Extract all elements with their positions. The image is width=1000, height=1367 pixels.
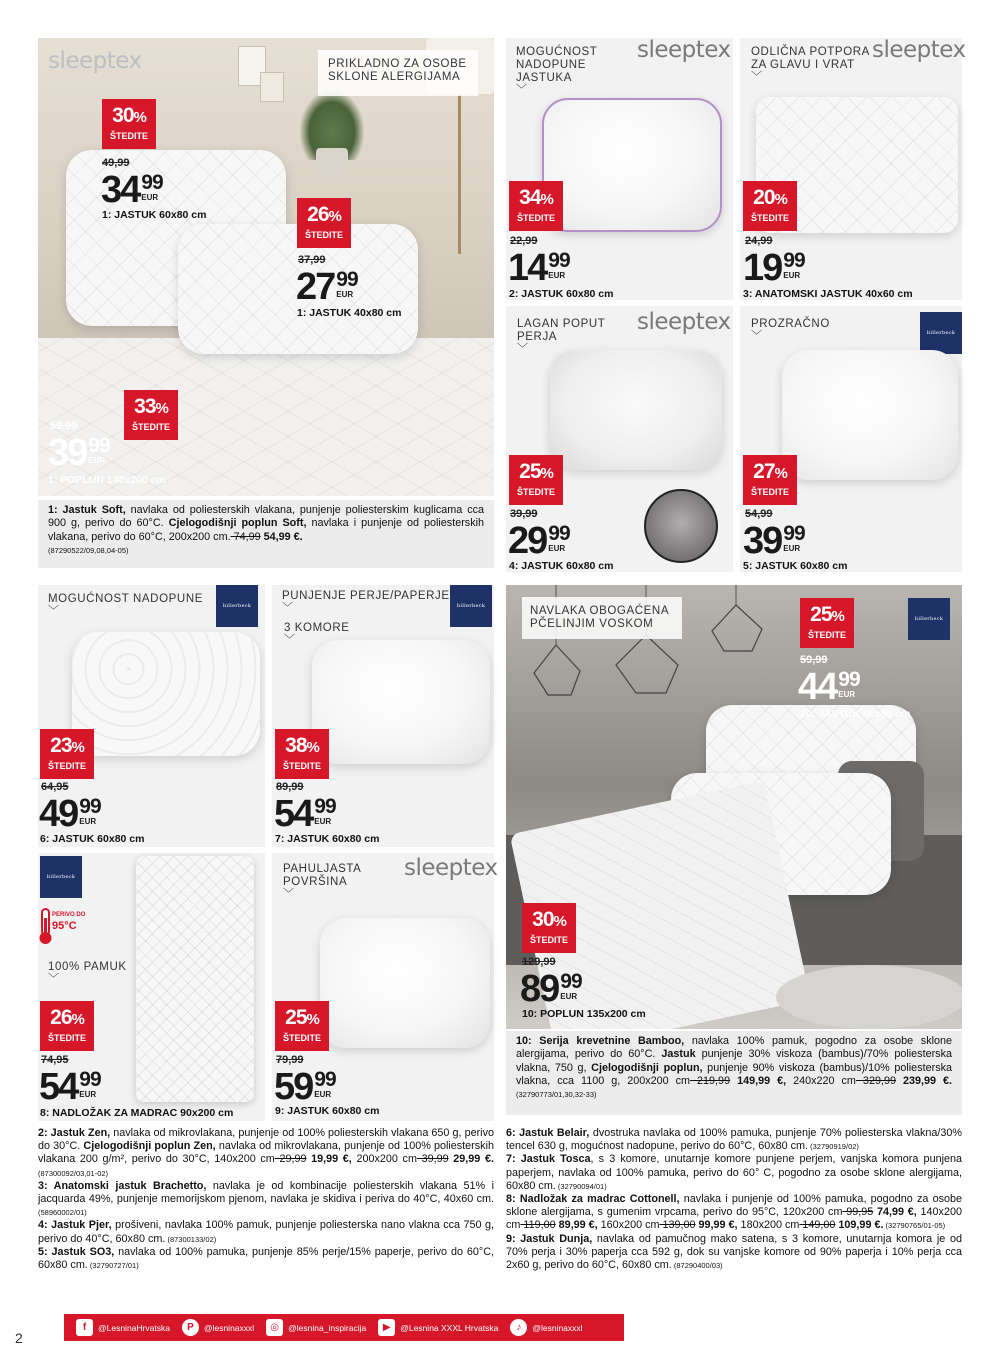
discount-badge: 20% ŠTEDITE <box>743 181 797 231</box>
product-label: 1: JASTUK 40x80 cm <box>297 307 402 319</box>
price: 89 99 EUR <box>520 968 582 1010</box>
thermo-label: PERIVO DO <box>52 912 86 918</box>
description-product-1: 1: Jastuk Soft, navlaka od poliesterskih vlakana, punjenje poliesterskim kuglicama cca 900 g, perivo do 60°C. Cjelogodišnji poplun Soft, navlaka i punjenje od poliesterskih vlakana, perivo do 60°C, 200x200 cm. 74,99 54,99 €. (87290522/09,08,04-05) <box>38 500 494 568</box>
fabric-sample <box>644 489 718 563</box>
chevron-down-icon: ﹀ <box>517 343 529 355</box>
discount-badge: 34% ŠTEDITE <box>509 181 563 231</box>
mattress-topper <box>136 856 254 1102</box>
pinterest-icon: P <box>182 1319 199 1336</box>
price: 59 99 EUR <box>274 1066 336 1108</box>
price: 54 99 EUR <box>39 1066 101 1108</box>
page-number: 2 <box>15 1330 23 1346</box>
sleeptex-logo: sleeptex <box>48 48 142 74</box>
chevron-down-icon: ﹀ <box>283 888 295 900</box>
price: 44 99 EUR <box>798 666 860 708</box>
billerbeck-logo: billerbeck <box>450 585 492 627</box>
price: 19 99 EUR <box>743 247 805 289</box>
description-product-5: 5: Jastuk SO3, navlaka od 100% pamuka, punjenje 85% perje/15% paperje, perivo do 60°C, 60x80 cm. (32790727/01) <box>38 1245 494 1272</box>
chevron-down-icon: ﹀ <box>284 634 296 646</box>
discount-badge: 30% ŠTEDITE <box>522 903 576 953</box>
feature-feather-fill: PUNJENJE PERJE/PAPERJE ﹀ <box>282 590 452 613</box>
old-price: 74,95 <box>41 1054 69 1066</box>
pillow-belair <box>72 632 260 756</box>
billerbeck-logo: billerbeck <box>40 856 82 898</box>
discount-badge: 25% ŠTEDITE <box>275 1001 329 1051</box>
descriptions-right <box>506 1127 962 1272</box>
price: 29 99 EUR <box>508 520 570 562</box>
social-facebook[interactable]: f @LesninaHrvatska <box>76 1319 170 1336</box>
product-label: 8: NADLOŽAK ZA MADRAC 90x200 cm <box>40 1107 234 1119</box>
old-price: 37,99 <box>298 254 326 266</box>
discount-badge: 23% ŠTEDITE <box>40 729 94 779</box>
product-label: 5: JASTUK 60x80 cm <box>743 560 848 572</box>
sleeptex-logo: sleeptex <box>404 855 498 881</box>
sleeptex-logo: sleeptex <box>637 37 731 63</box>
product-label: 9: JASTUK 60x80 cm <box>275 1105 380 1117</box>
sleeptex-logo: sleeptex <box>637 309 731 335</box>
product-label: 10: JASTUK 60x80 cm <box>800 708 911 720</box>
chevron-down-icon: ﹀ <box>751 330 763 342</box>
old-price: 129,99 <box>522 956 556 968</box>
product-label: 2: JASTUK 60x80 cm <box>509 288 614 300</box>
description-product-10: 10: Serija krevetnine Bamboo, navlaka 100% pamuk, pogodno za osobe sklone alergijama, perivo do 60°C. Jastuk punjenje 30% viskoza (bambus)/70% poliesterska vlakna, 750 g, Cjelogodišnji poplun, punjenje 90% viskoza (bambus)/10% poliesterska vlakna, cca 1100 g, 200x200 cm 219,99 149,99 €, 240x220 cm 329,99 239,99 €. (32790773/01,30,32-33) <box>506 1031 962 1115</box>
pillow-tosca <box>312 640 490 764</box>
product-label: 4: JASTUK 60x80 cm <box>509 560 614 572</box>
billerbeck-logo: billerbeck <box>908 598 950 640</box>
price: 14 99 EUR <box>508 247 570 289</box>
product-label: 10: POPLUN 135x200 cm <box>522 1008 646 1020</box>
feature-refill: MOGUĆNOST NADOPUNE ﹀ <box>48 593 208 616</box>
product-label: 6: JASTUK 60x80 cm <box>40 833 145 845</box>
description-product-6: 6: Jastuk Belair, dvostruka navlaka od 100% pamuka, punjenje 70% poliesterska vlakna/30% tencel 630 g, mogućnost nadopune, perivo do 60°C, 60x80 cm. (32790919/02) <box>506 1127 962 1153</box>
product-label: 1: POPLUN 140x200 cm <box>48 474 166 486</box>
instagram-icon: ◎ <box>266 1319 283 1336</box>
old-price: 79,99 <box>276 1054 304 1066</box>
feature-refill-pillow: MOGUĆNOST NADOPUNE JASTUKA ﹀ <box>516 46 616 95</box>
chevron-down-icon: ﹀ <box>48 973 60 985</box>
discount-badge: 33% ŠTEDITE <box>124 390 178 440</box>
social-youtube[interactable]: ▶ @Lesnina XXXL Hrvatska <box>378 1319 498 1336</box>
price: 49 99 EUR <box>39 793 101 835</box>
description-product-7: 7: Jastuk Tosca, s 3 komore, unutarnje komore punjene perjem, vanjska komora punjena paperjem, navlaka od 100% pamuka, perivo do 60° C, pogodno za osobe sklone alergijama, 60x80 cm. (32790094/01) <box>506 1153 962 1192</box>
discount-badge: 27% ŠTEDITE <box>743 455 797 505</box>
discount-badge: 25% ŠTEDITE <box>509 455 563 505</box>
description-product-2: 2: Jastuk Zen, navlaka od mikrovlakana, punjenje od 100% poliesterskih vlakana 650 g, perivo do 30°C. Cjelogodišnji poplun Zen, navlaka od mikrovlakana, punjenje od 100% poliesterskih vlakana 200 g/m², perivo do 30°C, 140x200 cm 29,99 19,99 €, 200x200 cm 39,99 29,99 €. (87300092/03,01-02) <box>38 1127 494 1178</box>
discount-badge: 25% ŠTEDITE <box>800 598 854 648</box>
old-price: 64,95 <box>41 781 69 793</box>
old-price: 24,99 <box>745 235 773 247</box>
product-label: 1: JASTUK 60x80 cm <box>102 209 207 221</box>
old-price: 89,99 <box>276 781 304 793</box>
discount-badge: 30% ŠTEDITE <box>102 99 156 149</box>
product-label: 7: JASTUK 60x80 cm <box>275 833 380 845</box>
price: 39 99 EUR <box>743 520 805 562</box>
pillow-so3 <box>782 350 958 480</box>
youtube-icon: ▶ <box>378 1319 395 1336</box>
hero-photo-bamboo <box>506 585 962 1029</box>
feature-head-support: ODLIČNA POTPORA ZA GLAVU I VRAT ﹀ <box>751 46 870 83</box>
feature-cotton: 100% PAMUK ﹀ <box>48 961 148 984</box>
old-price: 39,99 <box>510 508 538 520</box>
product-label: 3: ANATOMSKI JASTUK 40x60 cm <box>743 288 913 300</box>
sleeptex-logo: sleeptex <box>872 37 966 63</box>
social-instagram[interactable]: ◎ @lesnina_inspiracija <box>266 1319 366 1336</box>
price: 27 99 EUR <box>296 266 358 308</box>
social-tiktok[interactable]: ♪ @lesninaxxxl <box>510 1319 582 1336</box>
feature-chambers: 3 KOMORE ﹀ <box>284 622 374 645</box>
pillow-zen <box>542 98 722 232</box>
social-bar <box>64 1314 624 1341</box>
pillow-pjer <box>550 350 722 470</box>
old-price: 22,99 <box>510 235 538 247</box>
feature-allergy: PRIKLADNO ZA OSOBE SKLONE ALERGIJAMA <box>328 58 467 83</box>
description-product-9: 9: Jastuk Dunja, navlaka od pamučnog mako satena, s 3 komore, unutarnja komora je od 70% perja i 30% paperja cca 592 g, dok su vanjske komore od 90% paperja i 10% perja cca 2x60 g, perivo do 60°C, 60x80 cm. (87290400/03) <box>506 1232 962 1272</box>
old-price: 49,99 <box>102 157 130 169</box>
description-product-3: 3: Anatomski jastuk Brachetto, navlaka je od kombinacije poliesterskih vlakana 51% i jacquarda 49%, punjenje memorijskom pjenom, navlaka je skidiva i periva do 40°C, 40x60 cm. (58960002/01) <box>38 1179 495 1218</box>
facebook-icon: f <box>76 1319 93 1336</box>
social-pinterest[interactable]: P @lesninaxxxl <box>182 1319 254 1336</box>
feature-transparent: PROZRAČNO ﹀ <box>751 318 851 341</box>
lamp-stand <box>458 94 461 254</box>
old-price: 54,99 <box>745 508 773 520</box>
feature-fluffy: PAHULJASTA POVRŠINA ﹀ <box>283 863 383 899</box>
chevron-down-icon: ﹀ <box>282 602 294 614</box>
chevron-down-icon: ﹀ <box>48 605 60 617</box>
thermo-temp: 95°C <box>52 920 77 932</box>
old-price: 59,99 <box>50 420 78 432</box>
discount-badge: 26% ŠTEDITE <box>40 1001 94 1051</box>
feature-light-feather: LAGAN POPUT PERJA ﹀ <box>517 318 617 354</box>
discount-badge: 26% ŠTEDITE <box>297 198 351 248</box>
feature-beeswax: NAVLAKA OBOGAĆENA PČELINJIM VOSKOM <box>530 605 669 630</box>
pillow-dunja <box>320 918 490 1048</box>
description-product-4: 4: Jastuk Pjer, prošiveni, navlaka 100% pamuk, punjenje poliesterska nano vlakna cca 750 g, perivo do 40°C, 60x80 cm. (87300133/02) <box>38 1219 494 1245</box>
tiktok-icon: ♪ <box>510 1319 527 1336</box>
billerbeck-logo: billerbeck <box>920 312 962 354</box>
chevron-down-icon: ﹀ <box>516 84 528 96</box>
plant-pot <box>316 148 348 176</box>
price: 54 99 EUR <box>274 793 336 835</box>
descriptions-left <box>38 1127 494 1272</box>
discount-badge: 38% ŠTEDITE <box>275 729 329 779</box>
description-product-8: 8: Nadložak za madrac Cottonell, navlaka i punjenje od 100% pamuka, pogodno za osobe sklone alergijama, s gumenim vrpcama, perivo do 95°C, 120x200 cm 99,95 74,99 €, 140x200 cm 119,00 89,99 €, 160x200 cm 139,00 99,99 €, 180x200 cm 149,00 109,99 €. (32790765/01-05) <box>506 1193 963 1232</box>
wall-frame <box>260 72 284 102</box>
old-price: 59,99 <box>800 654 828 666</box>
rug <box>776 965 962 1029</box>
billerbeck-logo: billerbeck <box>216 585 258 627</box>
price: 39 99 EUR <box>48 432 110 474</box>
price: 34 99 EUR <box>101 169 163 211</box>
chevron-down-icon: ﹀ <box>751 71 763 83</box>
